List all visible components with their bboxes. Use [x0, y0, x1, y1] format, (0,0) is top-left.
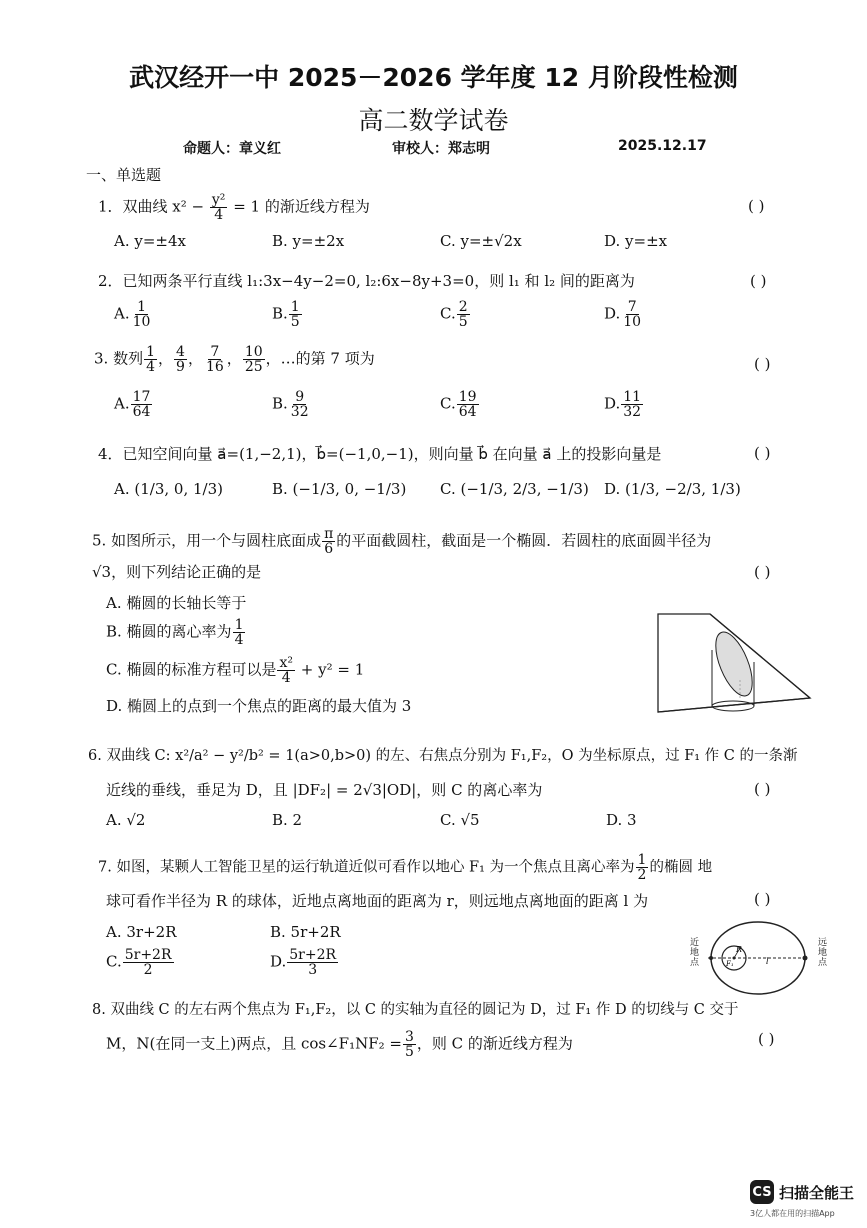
q5-option-b: B. 椭圆的离心率为 $\frac{1}{4}$ — [106, 617, 244, 648]
q7-option-b: B. 5r+2R — [270, 923, 341, 941]
question-7: 7. 如图，某颗人工智能卫星的运行轨道近似可看作以地心 F₁ 为一个焦点且离心率为 $\frac{1}{2}$ 的椭圆 地 — [98, 852, 713, 883]
q1-answer-paren: ( ) — [748, 197, 765, 215]
q2-answer-paren: ( ) — [750, 272, 767, 290]
question-3: 3. 数列 $\frac{1}{4}$ ， $\frac{4}{9}$ ， $\frac{7}{16}$ ， $\frac{10}{25}$ ，…的第 7 项为 — [94, 344, 375, 375]
q6-option-d: D. 3 — [606, 811, 637, 829]
q3-option-d: D. $\frac{11}{32}$ — [604, 389, 642, 420]
scanner-watermark — [750, 1180, 854, 1204]
q2-option-d: D. $\frac{7}{10}$ — [604, 299, 642, 330]
q1-option-a: A. y=±4x — [114, 232, 186, 250]
q1-stem-pre: 1．双曲线 x² − — [98, 197, 209, 216]
q3-option-a: A. $\frac{17}{64}$ — [114, 389, 151, 420]
q5-answer-paren: ( ) — [754, 563, 771, 581]
orbit-label-F1: F₁ — [726, 960, 734, 968]
q1-option-c: C. y=±√2x — [440, 232, 522, 250]
q8-answer-paren: ( ) — [758, 1030, 775, 1048]
q7-answer-paren: ( ) — [754, 890, 771, 908]
question-5-line2: √3，则下列结论正确的是 — [92, 563, 262, 581]
q1-stem-post: = 1 的渐近线方程为 — [228, 197, 370, 216]
q5-option-a: A. 椭圆的长轴长等于 — [106, 594, 247, 612]
scanner-tagline: 3亿人都在用的扫描App — [750, 1209, 835, 1218]
q6-option-b: B. 2 — [272, 811, 303, 829]
q7-option-d: D. $\frac{5r+2R}{3}$ — [270, 947, 337, 978]
cylinder-section-figure — [650, 600, 815, 720]
exam-subtitle: 高二数学试卷 — [358, 106, 509, 135]
question-1 — [98, 193, 370, 222]
q1-option-d: D. y=±x — [604, 232, 668, 250]
question-2: 2．已知两条平行直线 l₁:3x−4y−2=0, l₂:6x−8y+3=0，则 l₁ 和 l₂ 间的距离为 — [98, 272, 635, 290]
reviewer-label: 审校人：郑志明 — [392, 141, 490, 157]
exam-title: 武汉经开一中 2025－2026 学年度 12 月阶段性检测 — [129, 63, 738, 92]
q4-option-a: A. (1/3, 0, 1/3) — [114, 480, 223, 498]
question-5: 5. 如图所示，用一个与圆柱底面成 $\frac{\pi}{6}$ 的平面截圆柱，截面是一个椭圆．若圆柱的底面圆半径为 — [92, 526, 712, 557]
q3-option-b: B. $\frac{9}{32}$ — [272, 389, 309, 420]
question-7-line2: 球可看作半径为 R 的球体，近地点离地面的距离为 r，则远地点离地面的距离 l 为 — [106, 892, 649, 910]
orbit-figure — [688, 912, 816, 1000]
q4-answer-paren: ( ) — [754, 444, 771, 462]
orbit-label-near: 近地点 — [690, 938, 700, 968]
exam-date: 2025.12.17 — [618, 138, 707, 154]
question-8: 8. 双曲线 C 的左右两个焦点为 F₁,F₂，以 C 的实轴为直径的圆记为 D，过 F₁ 作 D 的切线与 C 交于 — [92, 1002, 739, 1018]
q2-option-c: C. $\frac{2}{5}$ — [440, 299, 468, 330]
q3-answer-paren: ( ) — [754, 355, 771, 373]
q6-answer-paren: ( ) — [754, 780, 771, 798]
q2-option-b: B. $\frac{1}{5}$ — [272, 299, 300, 330]
q4-option-c: C. (−1/3, 2/3, −1/3) — [440, 480, 589, 498]
q1-option-b: B. y=±2x — [272, 232, 345, 250]
question-8-line2: M，N(在同一支上)两点，且 cos∠F₁NF₂ = $\frac{3}{5}$ ，则 C 的渐近线方程为 — [106, 1029, 573, 1060]
q3-option-c: C. $\frac{19}{64}$ — [440, 389, 477, 420]
q1-fraction: $\frac{\text{y²}}{4}$ — [211, 192, 226, 223]
q4-option-d: D. (1/3, −2/3, 1/3) — [604, 480, 741, 498]
q6-option-a: A. √2 — [106, 811, 146, 829]
question-6-line2: 近线的垂线，垂足为 D，且 |DF₂| = 2√3|OD|，则 C 的离心率为 — [106, 781, 543, 799]
question-4: 4．已知空间向量 a⃗=(1,−2,1)，b⃗=(−1,0,−1)，则向量 b⃗ 在向量 a⃗ 上的投影向量是 — [98, 445, 662, 463]
scanner-logo-icon: CS — [750, 1180, 774, 1204]
question-6: 6. 双曲线 C: x²/a² − y²/b² = 1(a>0,b>0) 的左、右焦点分别为 F₁,F₂，O 为坐标原点，过 F₁ 作 C 的一条渐 — [88, 748, 798, 764]
q7-option-a: A. 3r+2R — [106, 923, 177, 941]
q7-option-c: C. $\frac{5r+2R}{2}$ — [106, 947, 172, 978]
scanner-app-name: 扫描全能王 — [779, 1183, 855, 1202]
orbit-label-far: 远地点 — [818, 938, 828, 968]
q2-option-a: A. $\frac{1}{10}$ — [114, 299, 151, 330]
q5-option-d: D. 椭圆上的点到一个焦点的距离的最大值为 3 — [106, 697, 412, 715]
q5-option-c: C. 椭圆的标准方程可以是 $\frac{\text{x²}}{4}$ + y² = 1 — [106, 655, 365, 686]
q4-option-b: B. (−1/3, 0, −1/3) — [272, 480, 407, 498]
orbit-label-R: R — [736, 945, 743, 954]
section-heading: 一、单选题 — [86, 166, 162, 184]
q6-option-c: C. √5 — [440, 811, 480, 829]
author-label: 命题人：章义红 — [183, 141, 281, 157]
orbit-label-l: l — [766, 957, 769, 966]
